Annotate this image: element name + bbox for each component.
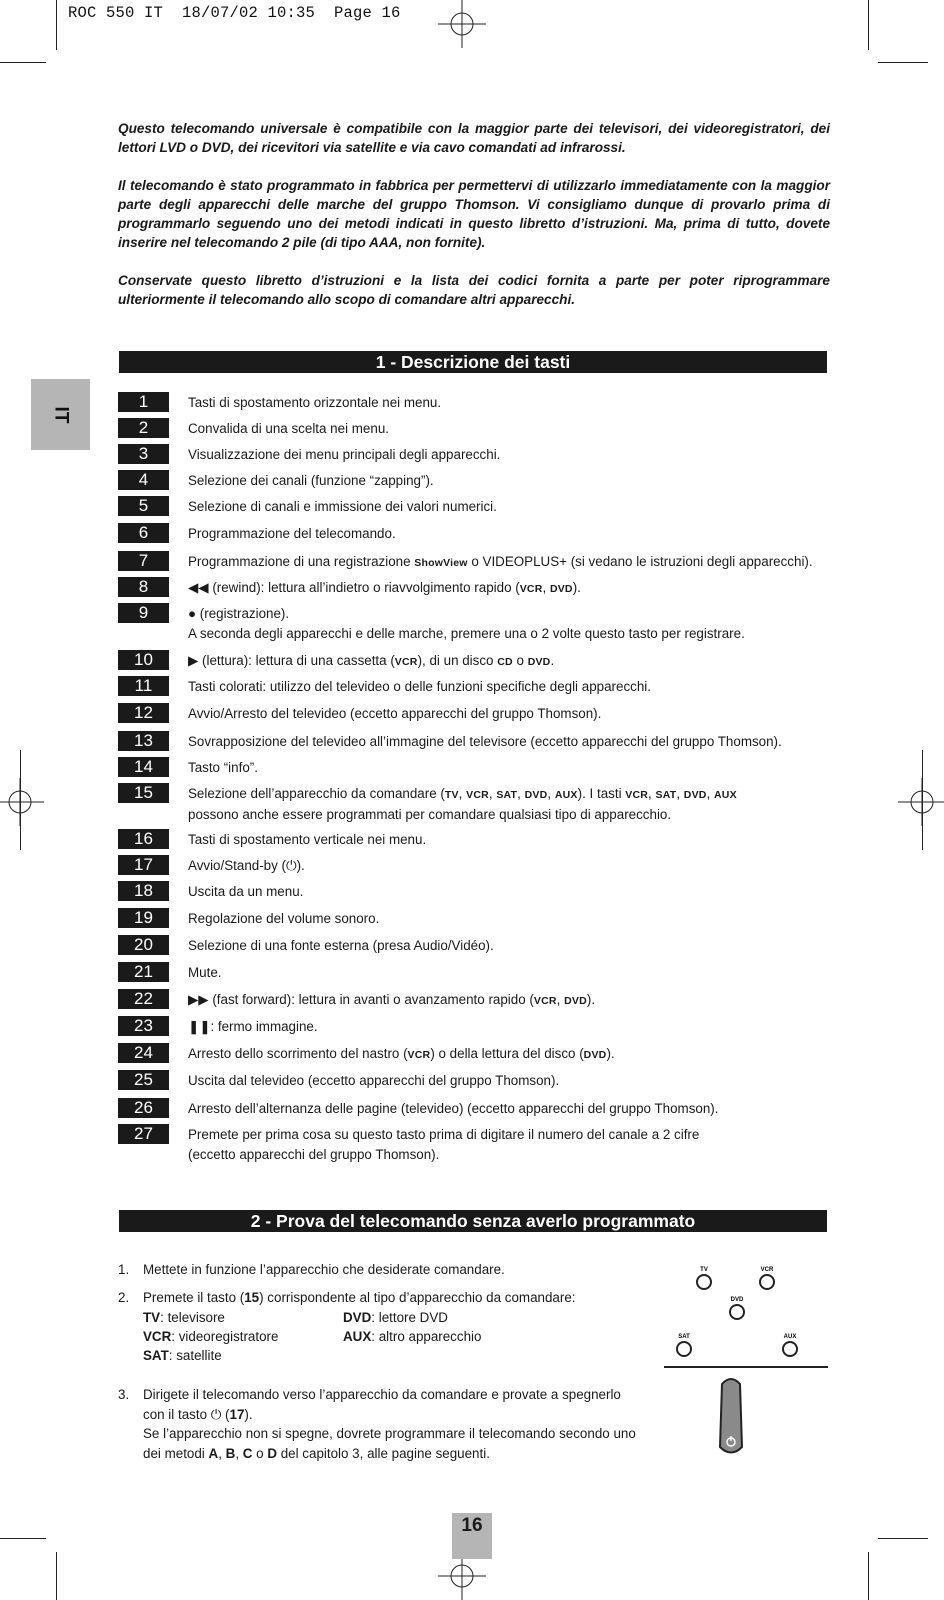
step-number: 2. — [118, 1290, 130, 1305]
step-text-line: Se l’apparecchio non si spegne, dovrete programmare il telecomando secondo uno — [143, 1426, 636, 1441]
key-number-badge: 16 — [118, 829, 169, 849]
dvd-button — [730, 1305, 744, 1319]
key-description: ❚❚: fermo immagine. — [188, 1019, 318, 1034]
crop-mark — [20, 750, 21, 850]
step-text-line: con il tasto ⏻ (17). — [143, 1406, 253, 1422]
key-number-badge: 19 — [118, 908, 169, 928]
registration-mark-bottom — [438, 1552, 486, 1600]
key-number-badge: 21 — [118, 962, 169, 982]
key-description: Tasto “info”. — [188, 760, 258, 775]
key-description: Uscita da un menu. — [188, 884, 304, 899]
crop-mark — [868, 0, 869, 50]
key-number-badge: 15 — [118, 783, 169, 803]
key-number-badge: 3 — [118, 444, 169, 464]
intro-paragraph-2: Il telecomando è stato programmato in fabbrica per permettervi di utilizzarlo immediatamente con la maggior parte degli apparecchi delle marche del gruppo Thomson. Vi consigliamo dunque di provarlo prima di programmarlo seguendo uno dei metodi indicati in questo libretto d’istruzioni. Ma, prima di tutto, dovete inserire nel telecomando 2 pile (di tipo AAA, non fornite). — [118, 178, 830, 250]
standby-button — [720, 1379, 742, 1453]
device-sat: SAT: satellite — [143, 1347, 222, 1363]
remote-label-aux: AUX — [783, 1334, 797, 1340]
crop-mark — [922, 750, 923, 850]
key-description: ▶ (lettura): lettura di una cassetta (VCR), di un disco CD o DVD. — [188, 653, 555, 668]
key-description: Convalida di una scelta nei menu. — [188, 421, 389, 436]
key-description: Selezione di una fonte esterna (presa Audio/Vidéo). — [188, 938, 494, 953]
remote-label-dvd: DVD — [730, 1297, 744, 1303]
sat-button — [677, 1342, 691, 1356]
key-number-badge: 10 — [118, 650, 169, 670]
crop-mark — [0, 1538, 46, 1539]
page-number: 16 — [452, 1513, 492, 1559]
language-tab-label: IT — [50, 406, 72, 423]
key-number-badge: 2 — [118, 418, 169, 438]
tv-button — [697, 1275, 711, 1289]
key-description: Arresto dell’alternanza delle pagine (televideo) (eccetto apparecchi del gruppo Thomson). — [188, 1101, 719, 1116]
key-description: Avvio/Stand-by (⏻). — [188, 858, 305, 873]
registration-mark-left — [0, 778, 44, 826]
key-description: Selezione dell’apparecchio da comandare (TV, VCR, SAT, DVD, AUX). I tasti VCR, SAT, DVD, AUX possono anche essere programmati per comandare qualsiasi tipo di apparecchio. — [188, 786, 737, 822]
key-number-badge: 4 — [118, 470, 169, 490]
registration-mark-top — [438, 0, 486, 48]
key-number-badge: 25 — [118, 1070, 169, 1090]
registration-mark-right — [898, 778, 944, 826]
device-tv: TV: televisore — [143, 1309, 225, 1325]
device-dvd: DVD: lettore DVD — [343, 1309, 448, 1325]
key-number-badge: 18 — [118, 881, 169, 901]
key-number-badge: 24 — [118, 1043, 169, 1063]
print-slug: ROC 550 IT 18/07/02 10:35 Page 16 — [68, 4, 401, 22]
key-description: ● (registrazione). A seconda degli apparecchi e delle marche, premere una o 2 volte questo tasto per registrare. — [188, 606, 745, 641]
key-description: ▶▶ (fast forward): lettura in avanti o avanzamento rapido (VCR, DVD). — [188, 992, 596, 1007]
device-vcr: VCR: videoregistratore — [143, 1328, 279, 1344]
key-number-badge: 20 — [118, 935, 169, 955]
key-number-badge: 23 — [118, 1016, 169, 1036]
step-number: 3. — [118, 1387, 130, 1402]
intro-paragraph-1: Questo telecomando universale è compatibile con la maggior parte dei televisori, dei videoregistratori, dei lettori LVD o DVD, dei ricevitori via satellite e via cavo comandati ad infrarossi. — [118, 121, 830, 155]
step-text-line: dei metodi A, B, C o D del capitolo 3, alle pagine seguenti. — [143, 1445, 490, 1461]
key-number-badge: 12 — [118, 703, 169, 723]
key-number-badge: 27 — [118, 1124, 169, 1144]
key-description: Uscita dal televideo (eccetto apparecchi del gruppo Thomson). — [188, 1073, 560, 1088]
language-tab — [31, 379, 90, 450]
key-description: ◀◀ (rewind): lettura all’indietro o riavvolgimento rapido (VCR, DVD). — [188, 580, 581, 595]
key-number-badge: 8 — [118, 577, 169, 597]
key-description: Selezione di canali e immissione dei valori numerici. — [188, 499, 497, 514]
remote-illustration — [660, 1262, 830, 1462]
crop-mark — [868, 1552, 869, 1600]
key-description: Selezione dei canali (funzione “zapping”). — [188, 473, 434, 488]
key-number-badge: 26 — [118, 1098, 169, 1118]
vcr-button — [760, 1275, 774, 1289]
step-number: 1. — [118, 1262, 130, 1277]
key-description: Mute. — [188, 965, 222, 980]
key-number-badge: 13 — [118, 731, 169, 751]
remote-label-vcr: VCR — [760, 1267, 774, 1273]
section-title-test-remote: 2 - Prova del telecomando senza averlo programmato — [119, 1210, 827, 1232]
aux-button — [783, 1342, 797, 1356]
crop-mark — [56, 1552, 57, 1600]
key-number-badge: 11 — [118, 676, 169, 696]
key-description: Programmazione di una registrazione ShowView o VIDEOPLUS+ (si vedano le istruzioni degli apparecchi). — [188, 554, 813, 569]
key-description: Programmazione del telecomando. — [188, 526, 396, 541]
intro-paragraph-3: Conservate questo libretto d’istruzioni e la lista dei codici fornita a parte per poter riprogrammare ulteriormente il telecomando allo scopo di comandare altri apparecchi. — [118, 273, 830, 307]
key-number-badge: 1 — [118, 392, 169, 412]
key-number-badge: 9 — [118, 603, 169, 623]
key-description: Tasti di spostamento orizzontale nei menu. — [188, 395, 442, 410]
key-number-badge: 5 — [118, 496, 169, 516]
step-text: Premete il tasto (15) corrispondente al tipo d’apparecchio da comandare: — [143, 1290, 576, 1305]
device-list — [143, 1308, 678, 1366]
key-description: Visualizzazione dei menu principali degli apparecchi. — [188, 447, 501, 462]
key-number-badge: 6 — [118, 523, 169, 543]
crop-mark — [56, 0, 57, 50]
key-description: Arresto dello scorrimento del nastro (VCR) o della lettura del disco (DVD). — [188, 1046, 615, 1061]
key-description: Regolazione del volume sonoro. — [188, 911, 380, 926]
key-number-badge: 22 — [118, 989, 169, 1009]
device-aux: AUX: altro apparecchio — [343, 1328, 482, 1344]
crop-mark — [0, 62, 46, 63]
remote-label-sat: SAT — [678, 1334, 690, 1340]
crop-mark — [878, 62, 928, 63]
key-description: Tasti colorati: utilizzo del televideo o delle funzioni specifiche degli apparecchi. — [188, 679, 651, 694]
key-number-badge: 14 — [118, 757, 169, 777]
key-number-badge: 17 — [118, 855, 169, 875]
step-text: Mettete in funzione l’apparecchio che desiderate comandare. — [143, 1262, 505, 1277]
section-title-key-description: 1 - Descrizione dei tasti — [119, 351, 827, 373]
key-description: Tasti di spostamento verticale nei menu. — [188, 832, 427, 847]
key-description: Avvio/Arresto del televideo (eccetto apparecchi del gruppo Thomson). — [188, 706, 602, 721]
key-description: Premete per prima cosa su questo tasto prima di digitare il numero del canale a 2 cifre (eccetto apparecchi del gruppo Thomson). — [188, 1127, 700, 1162]
key-description: Sovrapposizione del televideo all’immagine del televisore (eccetto apparecchi del gruppo Thomson). — [188, 734, 782, 749]
step-text-line: Dirigete il telecomando verso l’apparecchio da comandare e provate a spegnerlo — [143, 1387, 621, 1402]
key-number-badge: 7 — [118, 551, 169, 571]
remote-label-tv: TV — [700, 1267, 708, 1273]
crop-mark — [878, 1538, 928, 1539]
